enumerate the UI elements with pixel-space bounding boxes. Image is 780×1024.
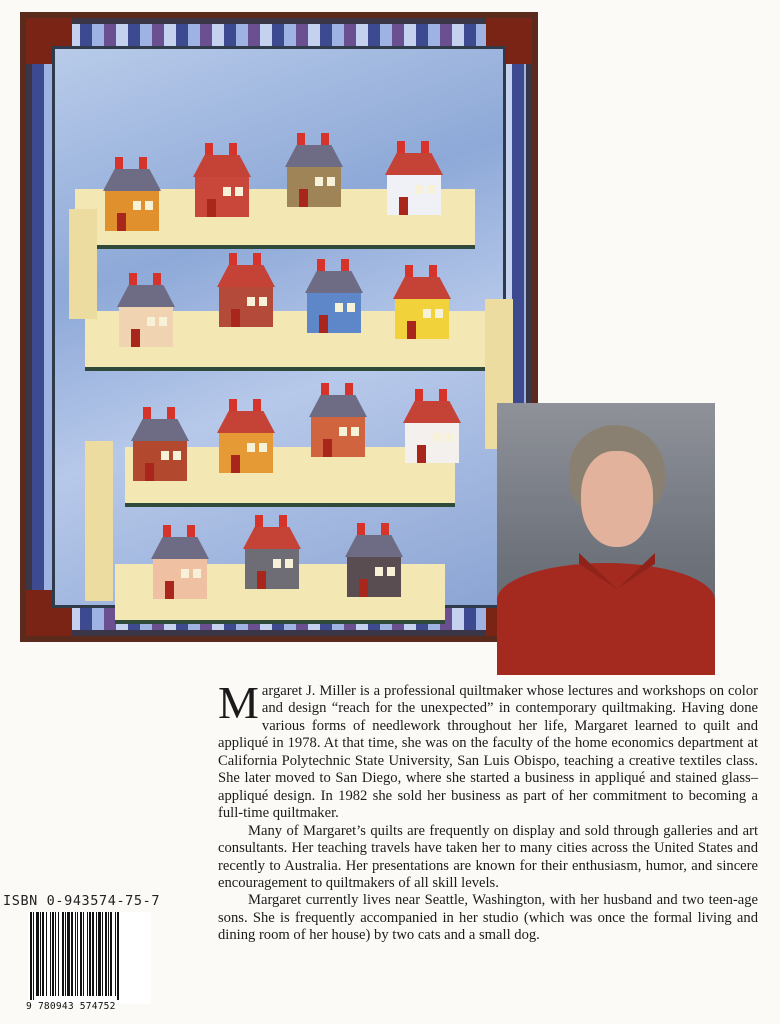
barcode-bar bbox=[33, 912, 34, 1000]
author-bio bbox=[218, 677, 758, 945]
barcode bbox=[28, 912, 151, 1004]
house-door bbox=[299, 189, 308, 207]
barcode-bar bbox=[80, 912, 82, 996]
house-chimney bbox=[357, 523, 365, 535]
house-door bbox=[257, 571, 266, 589]
house-chimney bbox=[321, 133, 329, 145]
author-face bbox=[581, 451, 653, 547]
quilt-house bbox=[189, 155, 255, 217]
house-roof bbox=[151, 537, 209, 559]
house-chimney bbox=[317, 259, 325, 271]
house-roof bbox=[117, 285, 175, 307]
quilt-house bbox=[389, 277, 455, 339]
house-chimney bbox=[253, 253, 261, 265]
house-window bbox=[375, 567, 383, 576]
house-body bbox=[105, 191, 159, 231]
house-window bbox=[173, 451, 181, 460]
house-window bbox=[181, 569, 189, 578]
barcode-bar bbox=[96, 912, 97, 996]
quilt-house bbox=[305, 395, 371, 457]
house-window bbox=[339, 427, 347, 436]
house-roof bbox=[243, 527, 301, 549]
house-roof bbox=[403, 401, 461, 423]
barcode-bar bbox=[110, 912, 112, 996]
quilt-house bbox=[147, 537, 213, 599]
house-body bbox=[119, 307, 173, 347]
house-window bbox=[259, 297, 267, 306]
barcode-bar bbox=[92, 912, 94, 996]
house-window bbox=[335, 303, 343, 312]
house-door bbox=[207, 199, 216, 217]
house-roof bbox=[285, 145, 343, 167]
house-body bbox=[153, 559, 207, 599]
house-door bbox=[319, 315, 328, 333]
drop-cap: M bbox=[218, 677, 259, 728]
barcode-bar bbox=[108, 912, 109, 996]
house-door bbox=[165, 581, 174, 599]
barcode-bar bbox=[50, 912, 51, 996]
isbn-label: ISBN 0-943574-75-7 bbox=[3, 893, 161, 909]
barcode-bar bbox=[83, 912, 84, 996]
house-body bbox=[133, 441, 187, 481]
barcode-bar bbox=[117, 912, 119, 1000]
barcode-bar bbox=[65, 912, 66, 996]
house-body bbox=[219, 433, 273, 473]
house-window bbox=[415, 185, 423, 194]
house-chimney bbox=[279, 515, 287, 527]
barcode-bar bbox=[105, 912, 107, 996]
house-chimney bbox=[345, 383, 353, 395]
house-chimney bbox=[341, 259, 349, 271]
barcode-bar bbox=[40, 912, 41, 996]
house-chimney bbox=[405, 265, 413, 277]
quilt-house bbox=[301, 271, 367, 333]
house-door bbox=[145, 463, 154, 481]
quilt-house bbox=[127, 419, 193, 481]
quilt-photo bbox=[20, 12, 538, 642]
bio-paragraph-3: Margaret currently lives near Seattle, Washington, with her husband and two teen-age sons. She is frequently accompanied in her studio (which was once the formal living and dining room of her house) by two cats and a small dog. bbox=[218, 892, 758, 944]
quilt-house bbox=[213, 411, 279, 473]
house-door bbox=[407, 321, 416, 339]
house-window bbox=[285, 559, 293, 568]
barcode-bar bbox=[30, 912, 32, 1000]
house-roof bbox=[193, 155, 251, 177]
bio-paragraph-1 bbox=[218, 677, 758, 823]
house-chimney bbox=[397, 141, 405, 153]
house-chimney bbox=[439, 389, 447, 401]
house-roof bbox=[309, 395, 367, 417]
house-chimney bbox=[229, 143, 237, 155]
house-window bbox=[347, 303, 355, 312]
barcode-bar bbox=[46, 912, 47, 996]
barcode-bar bbox=[55, 912, 56, 996]
barcode-bar bbox=[42, 912, 44, 996]
quilt-field bbox=[52, 46, 506, 608]
house-chimney bbox=[153, 273, 161, 285]
barcode-bar bbox=[58, 912, 59, 996]
house-body bbox=[405, 423, 459, 463]
house-window bbox=[387, 567, 395, 576]
house-window bbox=[423, 309, 431, 318]
house-body bbox=[219, 287, 273, 327]
house-chimney bbox=[321, 383, 329, 395]
barcode-bar bbox=[75, 912, 76, 996]
barcode-bars bbox=[28, 912, 151, 1000]
house-window bbox=[161, 451, 169, 460]
house-window bbox=[223, 187, 231, 196]
house-window bbox=[351, 427, 359, 436]
house-door bbox=[231, 455, 240, 473]
house-chimney bbox=[381, 523, 389, 535]
house-body bbox=[307, 293, 361, 333]
house-window bbox=[435, 309, 443, 318]
author-photo bbox=[497, 403, 715, 675]
quilt-house bbox=[341, 535, 407, 597]
quilt-house bbox=[99, 169, 165, 231]
house-chimney bbox=[415, 389, 423, 401]
house-chimney bbox=[115, 157, 123, 169]
house-door bbox=[359, 579, 368, 597]
barcode-bar bbox=[98, 912, 101, 996]
quilt-wing bbox=[69, 209, 97, 319]
house-window bbox=[145, 201, 153, 210]
house-chimney bbox=[187, 525, 195, 537]
house-window bbox=[133, 201, 141, 210]
house-window bbox=[259, 443, 267, 452]
house-door bbox=[231, 309, 240, 327]
quilt-house bbox=[213, 265, 279, 327]
house-roof bbox=[103, 169, 161, 191]
quilt-house bbox=[239, 527, 305, 589]
house-roof bbox=[217, 265, 275, 287]
quilt-house bbox=[399, 401, 465, 463]
house-window bbox=[235, 187, 243, 196]
house-window bbox=[327, 177, 335, 186]
house-chimney bbox=[163, 525, 171, 537]
house-window bbox=[247, 297, 255, 306]
house-roof bbox=[217, 411, 275, 433]
house-window bbox=[247, 443, 255, 452]
house-chimney bbox=[297, 133, 305, 145]
house-body bbox=[395, 299, 449, 339]
barcode-bar bbox=[77, 912, 78, 996]
house-window bbox=[445, 433, 453, 442]
house-window bbox=[273, 559, 281, 568]
house-chimney bbox=[139, 157, 147, 169]
house-body bbox=[287, 167, 341, 207]
house-window bbox=[427, 185, 435, 194]
house-roof bbox=[345, 535, 403, 557]
house-chimney bbox=[229, 399, 237, 411]
house-roof bbox=[393, 277, 451, 299]
house-window bbox=[433, 433, 441, 442]
house-chimney bbox=[143, 407, 151, 419]
barcode-bar bbox=[67, 912, 70, 996]
barcode-bar bbox=[115, 912, 116, 996]
house-door bbox=[323, 439, 332, 457]
barcode-bar bbox=[71, 912, 73, 996]
quilt-house bbox=[113, 285, 179, 347]
house-chimney bbox=[253, 399, 261, 411]
house-window bbox=[315, 177, 323, 186]
house-chimney bbox=[429, 265, 437, 277]
house-body bbox=[311, 417, 365, 457]
house-door bbox=[131, 329, 140, 347]
barcode-bar bbox=[102, 912, 103, 996]
house-chimney bbox=[129, 273, 137, 285]
barcode-bar bbox=[62, 912, 64, 996]
barcode-bar bbox=[87, 912, 88, 996]
house-door bbox=[117, 213, 126, 231]
barcode-bar bbox=[52, 912, 54, 996]
house-body bbox=[347, 557, 401, 597]
house-roof bbox=[385, 153, 443, 175]
house-body bbox=[195, 177, 249, 217]
barcode-bar bbox=[36, 912, 39, 996]
house-chimney bbox=[167, 407, 175, 419]
quilt-wing bbox=[85, 441, 113, 601]
house-window bbox=[159, 317, 167, 326]
house-chimney bbox=[421, 141, 429, 153]
house-roof bbox=[305, 271, 363, 293]
house-body bbox=[245, 549, 299, 589]
house-window bbox=[193, 569, 201, 578]
house-body bbox=[387, 175, 441, 215]
bio-paragraph-2: Many of Margaret’s quilts are frequently on display and sold through galleries and art consultants. Her teaching travels have taken her to many cities across the United States and recently to Australia. Her presentations are known for their enthusiasm, humor, and sincere encouragement to quiltmakers of all skill levels. bbox=[218, 822, 758, 891]
barcode-bar bbox=[89, 912, 91, 996]
quilt-house bbox=[281, 145, 347, 207]
house-window bbox=[147, 317, 155, 326]
bio-text-1: argaret J. Miller is a professional quiltmaker whose lectures and workshops on color and design “reach for the unexpected” in contemporary quiltmaking. Having done various forms of needlework throughout her life, Margaret learned to quilt and appliqué in 1978. At that time, she was on the faculty of the home economics department at California Polytechnic State University, San Luis Obispo, teaching a creative textiles class. She later moved to San Diego, where she started a business in appliqué and stained glass–appliqué design. In 1982 she sold her business as part of her commitment to becoming a full-time quiltmaker. bbox=[218, 683, 758, 822]
house-roof bbox=[131, 419, 189, 441]
house-chimney bbox=[205, 143, 213, 155]
barcode-number: 9 780943 574752 bbox=[26, 1001, 116, 1012]
house-door bbox=[417, 445, 426, 463]
house-chimney bbox=[229, 253, 237, 265]
quilt-house bbox=[381, 153, 447, 215]
house-door bbox=[399, 197, 408, 215]
house-chimney bbox=[255, 515, 263, 527]
